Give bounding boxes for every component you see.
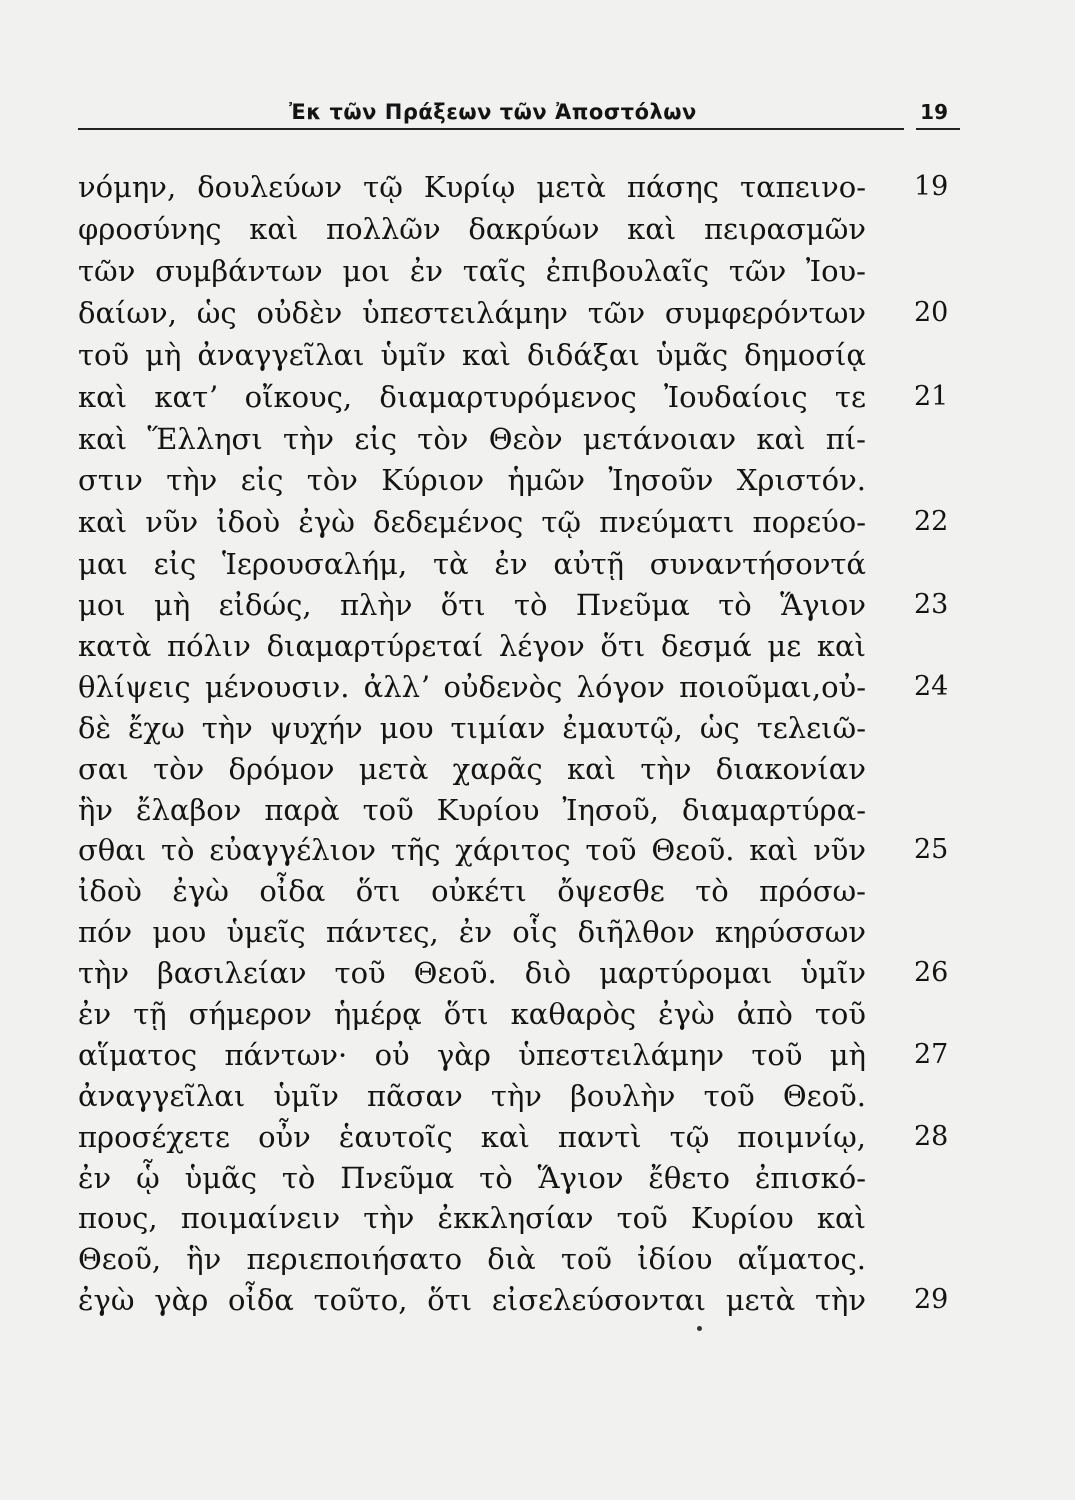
verse-number: 22: [914, 506, 949, 537]
text-line: ἐν ᾧ ὑμᾶς τὸ Πνεῦμα τὸ Ἅγιον ἔθετο ἐπισκό-: [78, 1161, 866, 1195]
text-line: φροσύνης καὶ πολλῶν δακρύων καὶ πειρασμῶν: [78, 212, 866, 246]
verse-number: 20: [914, 297, 949, 328]
text-line: τὴν βασιλείαν τοῦ Θεοῦ. διὸ μαρτύρομαι ὑμῖν: [78, 956, 866, 990]
verse-number: 25: [914, 834, 949, 865]
verse-number: 26: [914, 957, 949, 988]
verse-number: 23: [914, 589, 949, 620]
running-header: [78, 96, 960, 132]
text-line: προσέχετε οὖν ἑαυτοῖς καὶ παντὶ τῷ ποιμνίῳ,: [78, 1120, 866, 1154]
text-line: θλίψεις μένουσιν. ἀλλʼ οὐδενὸς λόγον ποιοῦμαι,οὐ-: [78, 670, 866, 704]
verse-number: 19: [914, 171, 949, 202]
text-line: Θεοῦ, ἣν περιεποιήσατο διὰ τοῦ ἰδίου αἵματος.: [78, 1242, 866, 1276]
text-line: μαι εἰς Ἱερουσαλήμ, τὰ ἐν αὐτῇ συναντήσοντά: [78, 547, 866, 581]
text-line: καὶ κατʼ οἴκους, διαμαρτυρόμενος Ἰουδαίοις τε: [78, 380, 866, 414]
text-line: δαίων, ὡς οὐδὲν ὑπεστειλάμην τῶν συμφερόντων: [78, 296, 866, 330]
text-line: νόμην, δουλεύων τῷ Κυρίῳ μετὰ πάσης ταπεινο-: [78, 170, 866, 204]
verse-number: 21: [914, 381, 949, 412]
header-rule: [78, 128, 904, 130]
text-line: μοι μὴ εἰδώς, πλὴν ὅτι τὸ Πνεῦμα τὸ Ἅγιον: [78, 588, 866, 622]
text-line: ἣν ἔλαβον παρὰ τοῦ Κυρίου Ἰησοῦ, διαμαρτύρα-: [78, 793, 866, 827]
text-line: αἵματος πάντων· οὐ γὰρ ὑπεστειλάμην τοῦ μὴ: [78, 1038, 866, 1072]
text-line: δὲ ἔχω τὴν ψυχήν μου τιμίαν ἐμαυτῷ, ὡς τελειῶ-: [78, 711, 866, 745]
text-line: σθαι τὸ εὐαγγέλιον τῆς χάριτος τοῦ Θεοῦ. καὶ νῦν: [78, 833, 866, 867]
text-line: πόν μου ὑμεῖς πάντες, ἐν οἷς διῆλθον κηρύσσων: [78, 915, 866, 949]
page-number-rule: [916, 128, 960, 130]
header-title: Ἐκ τῶν Πράξεων τῶν Ἀποστόλων: [289, 100, 697, 124]
text-line: ἐν τῇ σήμερον ἡμέρᾳ ὅτι καθαρὸς ἐγὼ ἀπὸ τοῦ: [78, 997, 866, 1031]
text-line: τοῦ μὴ ἀναγγεῖλαι ὑμῖν καὶ διδάξαι ὑμᾶς δημοσίᾳ: [78, 338, 866, 372]
verse-number: 27: [914, 1039, 949, 1070]
page-number: 19: [920, 100, 948, 124]
text-line: ἐγὼ γὰρ οἶδα τοῦτο, ὅτι εἰσελεύσονται μετὰ τὴν: [78, 1283, 866, 1317]
text-line: πους, ποιμαίνειν τὴν ἐκκλησίαν τοῦ Κυρίου καὶ: [78, 1201, 866, 1235]
verse-number: 29: [914, 1284, 949, 1315]
text-line: σαι τὸν δρόμον μετὰ χαρᾶς καὶ τὴν διακονίαν: [78, 752, 866, 786]
text-line: ἰδοὺ ἐγὼ οἶδα ὅτι οὐκέτι ὄψεσθε τὸ πρόσω-: [78, 874, 866, 908]
text-line: καὶ Ἕλλησι τὴν εἰς τὸν Θεὸν μετάνοιαν καὶ πί-: [78, 422, 866, 456]
verse-number: 28: [914, 1121, 949, 1152]
verse-number: 24: [914, 671, 949, 702]
text-line: στιν τὴν εἰς τὸν Κύριον ἡμῶν Ἰησοῦν Χριστόν.: [78, 463, 866, 497]
text-line: καὶ νῦν ἰδοὺ ἐγὼ δεδεμένος τῷ πνεύματι πορεύο-: [78, 505, 866, 539]
print-dot: [697, 1326, 702, 1331]
text-line: τῶν συμβάντων μοι ἐν ταῖς ἐπιβουλαῖς τῶν Ἰου-: [78, 254, 866, 288]
text-line: ἀναγγεῖλαι ὑμῖν πᾶσαν τὴν βουλὴν τοῦ Θεοῦ.: [78, 1079, 866, 1113]
text-line: κατὰ πόλιν διαμαρτύρεταί λέγον ὅτι δεσμά με καὶ: [78, 629, 866, 663]
